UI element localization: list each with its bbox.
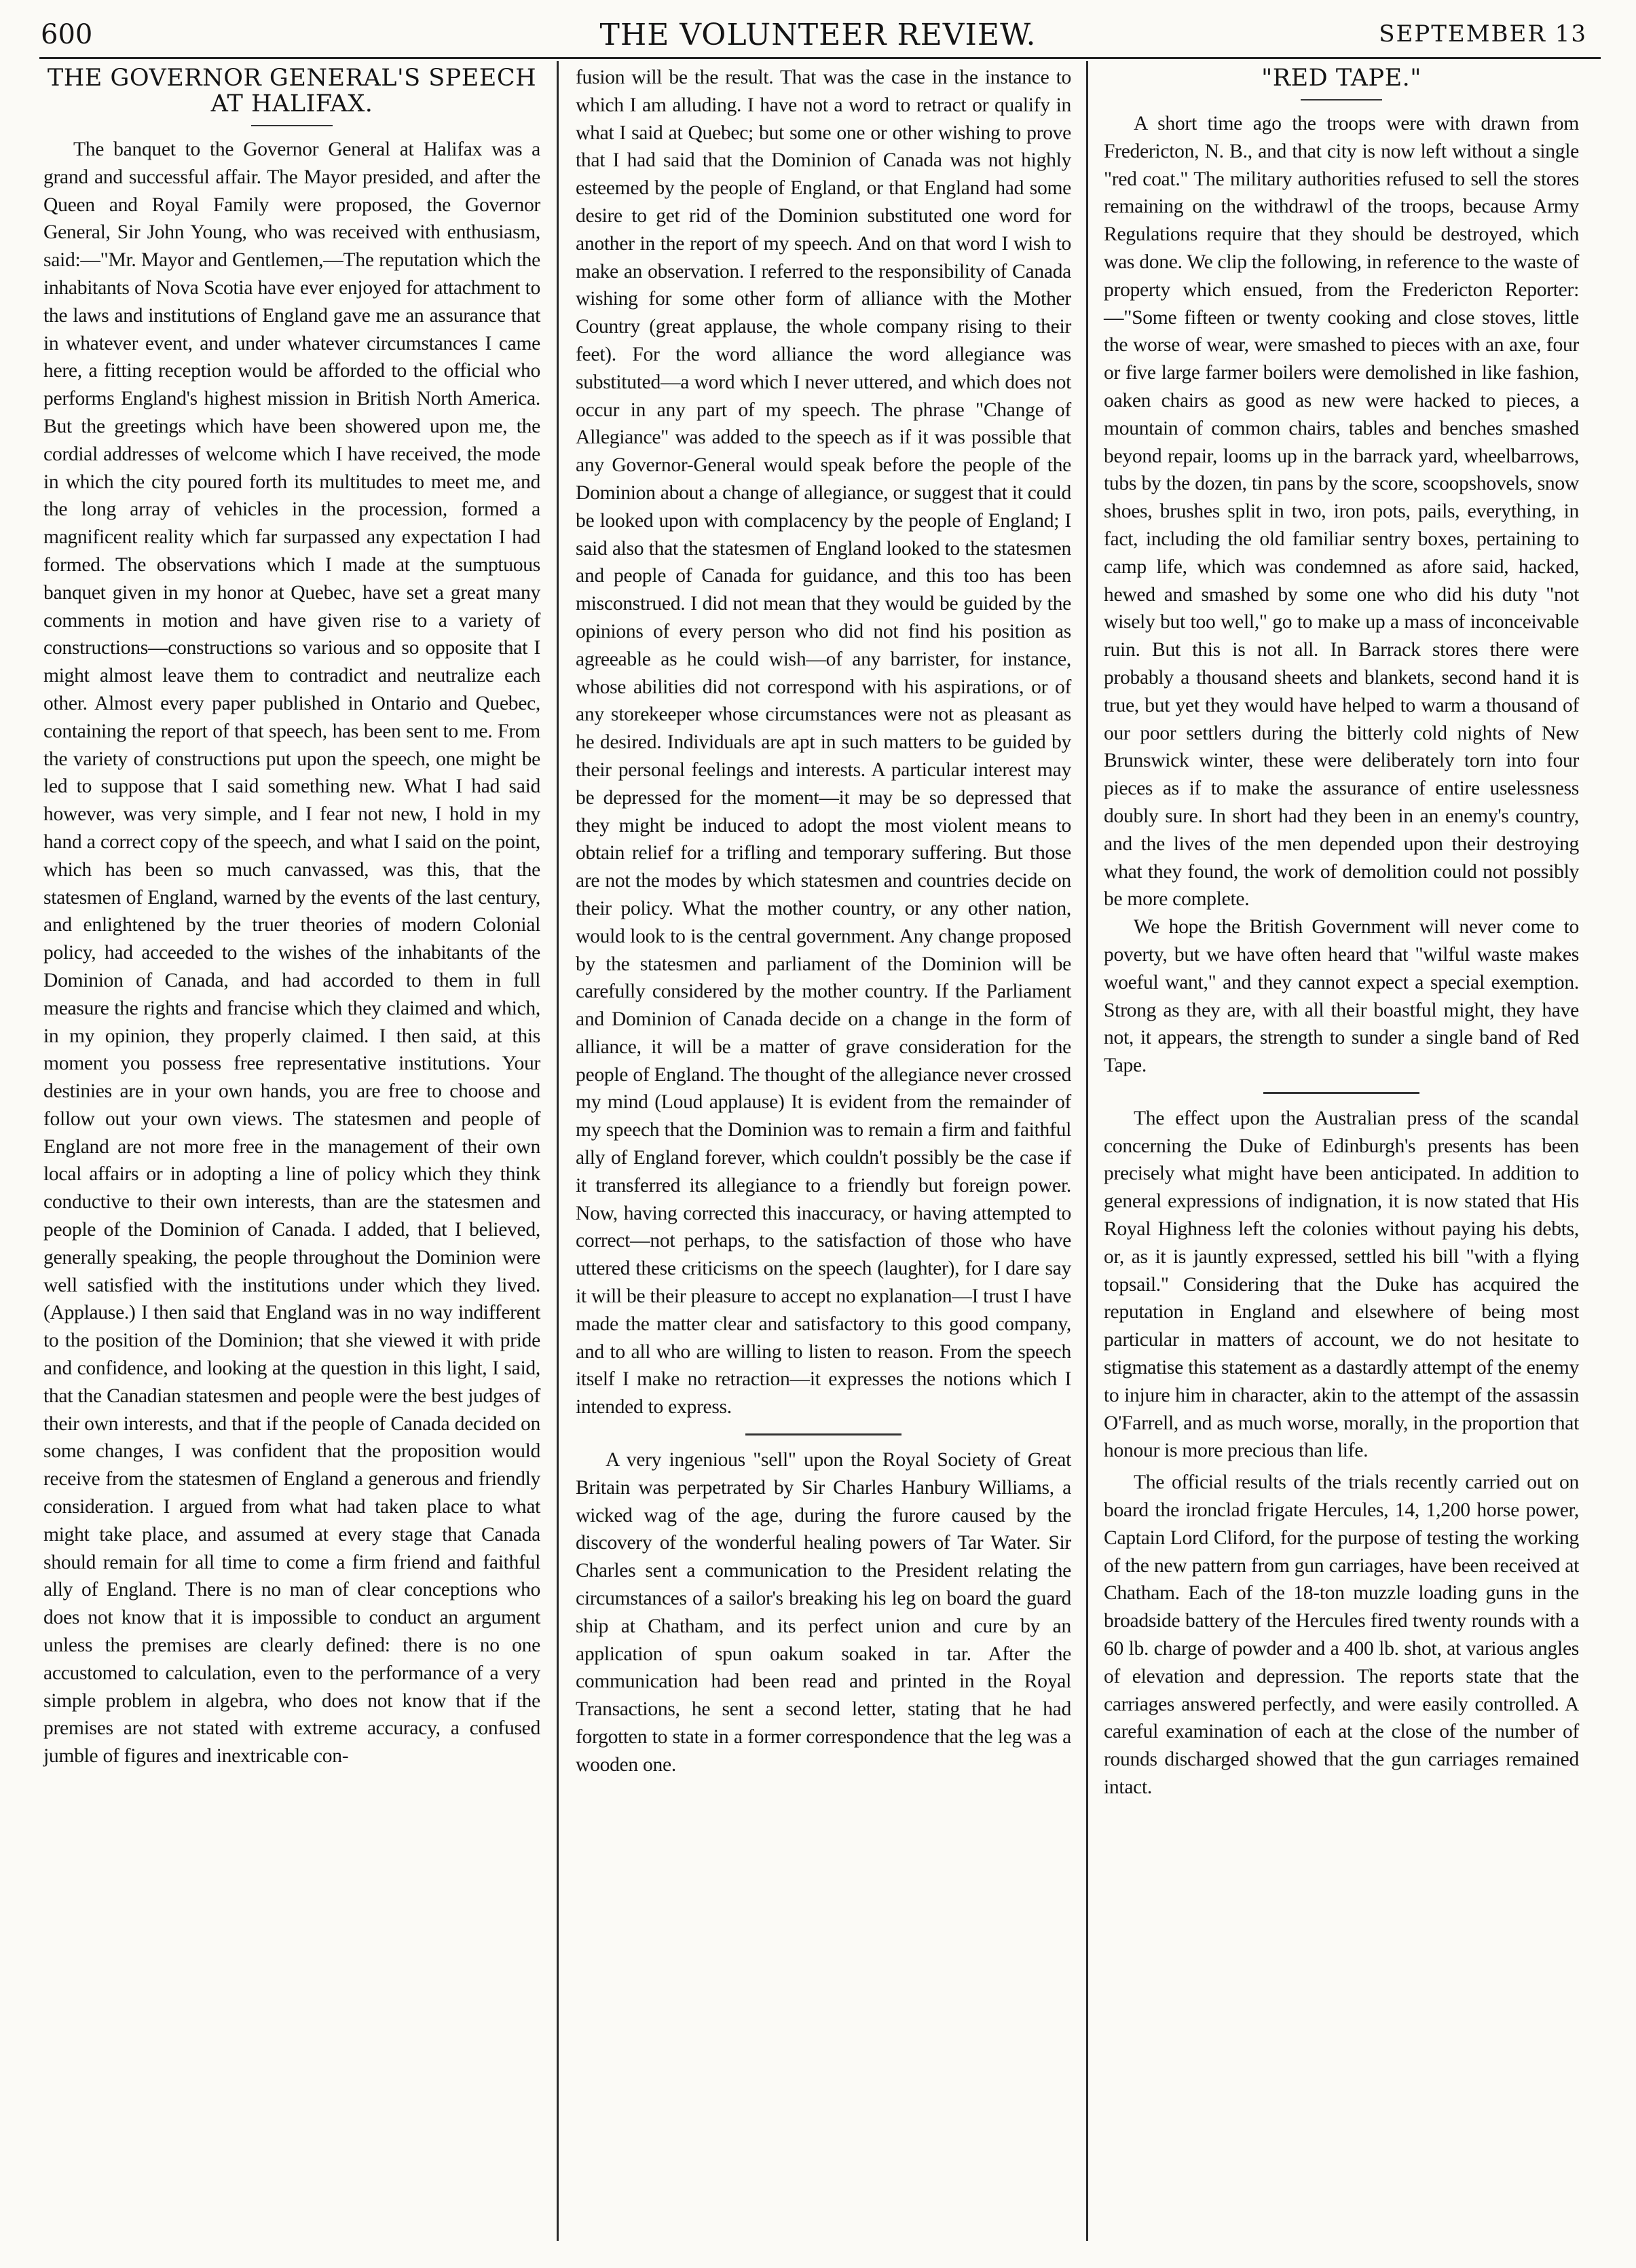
article-paragraph: The effect upon the Australian press of the scandal concerning the Duke of Edinburgh's presents has been precisely what might have been anticipated. In addition to general expressions of indignation, it is now stated that His Royal Highness left the colonies without paying his debts, or, as it is jauntly expressed, settled his bill "with a flying topsail." Considering that the Duke has acquired the reputation in England and elsewhere of being most particular in matters of account, we do not hesitate to stigmatise this statement as a dastardly attempt of the enemy to injure him in character, akin to the attempt of the assassin O'Farrell, and as much worse, morally, in the proportion that honour is more precious than life. [1104, 1107, 1579, 1462]
article-separator [1263, 1092, 1419, 1094]
article-separator [745, 1433, 901, 1435]
column-3 [1104, 65, 1579, 1801]
heading-rule [1301, 99, 1382, 100]
article-paragraph: The banquet to the Governor General at Halifax was a grand and successful affair. The Mayor presided, and after the Queen and Royal Family were proposed, the Governor General, Sir John Young, who was received with enthusiasm, said:—"Mr. Mayor and Gentlemen,—The reputation which the inhabitants of Nova Scotia have ever enjoyed for attachment to the laws and institutions of England gave me an assurance that in whatever event, and under whatever circumstances I came here, a fitting reception would be afforded to the official who performs England's highest mission in British North America. But the greetings which have been showered upon me, the cordial addresses of welcome which I have received, the mode in which the city poured forth its multitudes to meet me, and the long array of vehicles in the procession, formed a magnificent reality which far surpassed any expectation I had formed. The observations which I made at the sumptuous banquet given in my honor at Quebec, have set a great many comments in motion and have given rise to a variety of constructions—constructions so various and so opposite that I might almost leave them to contradict and neutralize each other. Almost every paper published in Ontario and Quebec, containing the report of that speech, has been sent to me. From the variety of constructions put upon the speech, one might be led to suppose that I said something new. What I had said however, was very simple, and I fear not new, I hold in my hand a correct copy of the speech, and what I said on the point, which has been so much canvassed, was this, that the statesmen of England, warned by the events of the last century, and enlightened by the truer theories of modern Colonial policy, had acceeded to the wishes of the inhabitants of the Dominion of Canada, and had accorded to them in full measure the rights and francise which they claimed and which, in my opinion, they properly claimed. I then said, at this moment you possess free representative institutions. Your destinies are in your own hands, you are free to choose and follow out your own views. The statesmen and people of England are not more free in the management of their own local affairs or in adopting a line of policy which they think conductive to their own interests, than are the statesmen and people of the Dominion of Canada. I added, that I believed, generally speaking, the people throughout the Dominion were well satisfied with the institutions under which they lived. (Applause.) I then said that England was in no way indifferent to the position of the Dominion; that she viewed it with pride and confidence, and looking at the question in this light, I said, that the Canadian statesmen and people were the best judges of their own interests, and that if the people of Canada decided on some changes, I was confident that the proposition would receive from the statesmen of England a generous and friendly consideration. I argued from what had taken place to what might take place, and assumed at every stage that Canada should remain for all time to come a firm friend and faithful ally of England. There is no man of clear conceptions who does not know that it is impossible to conduct an argument unless the premises are clearly defined: there is no one accustomed to calculation, even to the performance of a very simple problem in algebra, who does not know that if the premises are not stated with extreme accuracy, a confused jumble of figures and inextricable con- [43, 139, 540, 1768]
article-paragraph: A very ingenious "sell" upon the Royal Society of Great Britain was perpetrated by Sir Charles Hanbury Williams, a wicked wag of the age, during the furore caused by the discovery of the wonderful healing powers of Tar Water. Sir Charles sent a communication to the President relating the circumstances of a sailor's breaking his leg on board the guard ship at Chatham, and its perfect union and cure by an application of spun oakum soaked in tar. After the communication had been read and printed in the Royal Transactions, he sent a second letter, stating that he had forgotten to state in a former correspondence that the leg was a wooden one. [576, 1449, 1071, 1776]
article-paragraph: We hope the British Government will never come to poverty, but we have often heard that "wilful waste makes woeful want," and they cannot expect a special exemption. Strong as they are, with all their boastful might, they have not, it appears, the strength to sunder a single band of Red Tape. [1104, 916, 1579, 1077]
heading-rule [251, 125, 333, 126]
column-rule-left [557, 61, 559, 2241]
masthead: THE VOLUNTEER REVIEW. [599, 18, 1037, 52]
column-2 [576, 64, 1071, 1779]
column-rule-right [1086, 61, 1088, 2241]
page-number: 600 [41, 19, 93, 50]
article-paragraph: The official results of the trials recently carried out on board the ironclad frigate Hercules, 14, 1,200 horse power, Captain Lord Cliford, for the purpose of testing the working of the new pattern from gun carriages, have been received at Chatham. Each of the 18-ton muzzle loading guns in the broadside battery of the Hercules fired twenty rounds with a 60 lb. charge of powder and a 400 lb. shot, at various angles of elevation and depression. The reports state that the carriages answered perfectly, and were easily controlled. A careful examination of each at the close of the number of rounds discharged showed that the gun carriages remained intact. [1104, 1471, 1579, 1799]
column-1 [43, 65, 540, 1770]
issue-date: SEPTEMBER 13 [1379, 20, 1587, 48]
article-heading: "RED TAPE." [1261, 65, 1421, 92]
article-paragraph: A short time ago the troops were with drawn from Fredericton, N. B., and that city is now left without a single "red coat." The military authorities refused to sell the stores remaining on the withdrawl of the troops, because Army Regulations require that they should be destroyed, which was done. We clip the following, in reference to the waste of property which ensued, from the Fredericton Reporter:—"Some fifteen or twenty cooking and close stoves, little the worse of wear, were smashed to pieces with an axe, four or five large farmer boilers were demolished in like fashion, oaken chairs as good as new were hacked to pieces, a mountain of common chairs, tables and benches smashed beyond repair, looms up in the barrack yard, wheelbarrows, tubs by the dozen, tin pans by the score, scoopshovels, snow shoes, brushes split in two, iron pots, pails, everything, in fact, including the old familiar sentry boxes, pertaining to camp life, which was condemned as afore said, hacked, hewed and smashed by some one who did his duty "not wisely but too well," go to make up a mass of inconceivable ruin. But this is not all. In Barrack stores there were probably a thousand sheets and blankets, second hand it is true, but yet they would have helped to warm a thousand of our poor settlers during the bitterly cold nights of New Brunswick winter, these were deliberately torn into four pieces as if to make the assurance of entire uselessness doubly sure. In short had they been in an enemy's country, and the lives of the men depended upon their destroying what they found, the work of demolition could not possibly be more complete. [1104, 113, 1579, 911]
article-heading: THE GOVERNOR GENERAL'S SPEECH AT HALIFAX. [47, 65, 537, 117]
article-paragraph: fusion will be the result. That was the case in the instance to which I am alluding. I have not a word to retract or qualify in what I said at Quebec; but some one or other wishing to prove that I had said that the Dominion of Canada was not highly esteemed by the people of England, or that England had some desire to get rid of the Dominion substituted one word for another in the report of my speech. And on that word I wish to make an observation. I referred to the responsibility of Canada wishing for some other form of alliance with the Mother Country (great applause, the whole company rising to their feet). For the word alliance the word allegiance was substituted—a word which I never uttered, and which does not occur in any part of my speech. The phrase "Change of Allegiance" was added to the speech as if it was possible that any Governor-General would speak before the people of the Dominion about a change of allegiance, or suggest that it could be looked upon with complacency by the people of England; I said also that the statesmen of England looked to the statesmen and people of Canada for guidance, and this too has been misconstrued. I did not mean that they would be guided by the opinions of every person who did not find his position as agreeable as he could wish—of any barrister, for instance, whose abilities did not correspond with his aspirations, or of any storekeeper whose circumstances were not as pleasant as he desired. Individuals are apt in such matters to be guided by their personal feelings and interests. A particular interest may be depressed for the moment—it may be so depressed that they might be induced to adopt the most violent means to obtain relief for a trifling and temporary suffering. But those are not the modes by which statesmen and countries decide on their policy. What the mother country, or any other nation, would look to is the central government. Any change proposed by the statesmen and parliament of the Dominion will be carefully considered by the mother country. If the Parliament and Dominion of Canada decide on a change in the form of alliance, it will be a matter of grave consideration for the people of England. The thought of the allegiance never crossed my mind (Loud applause) It is evident from the remainder of my speech that the Dominion was to remain a firm and faithful ally of England forever, which couldn't possibly be the case if it transferred its allegiance to a friendly but foreign power. Now, having corrected this inaccuracy, or having attempted to correct—not perhaps, to the satisfaction of those who have uttered these criticisms on the speech (laughter), for I dare say it will be their pleasure to accept no explanation—I trust I have made the matter clear and satisfactory to this good company, and to all who are willing to listen to reason. From the speech itself I make no retraction—it expresses the notions which I intended to express. [576, 67, 1071, 1419]
header-rule [39, 57, 1601, 59]
